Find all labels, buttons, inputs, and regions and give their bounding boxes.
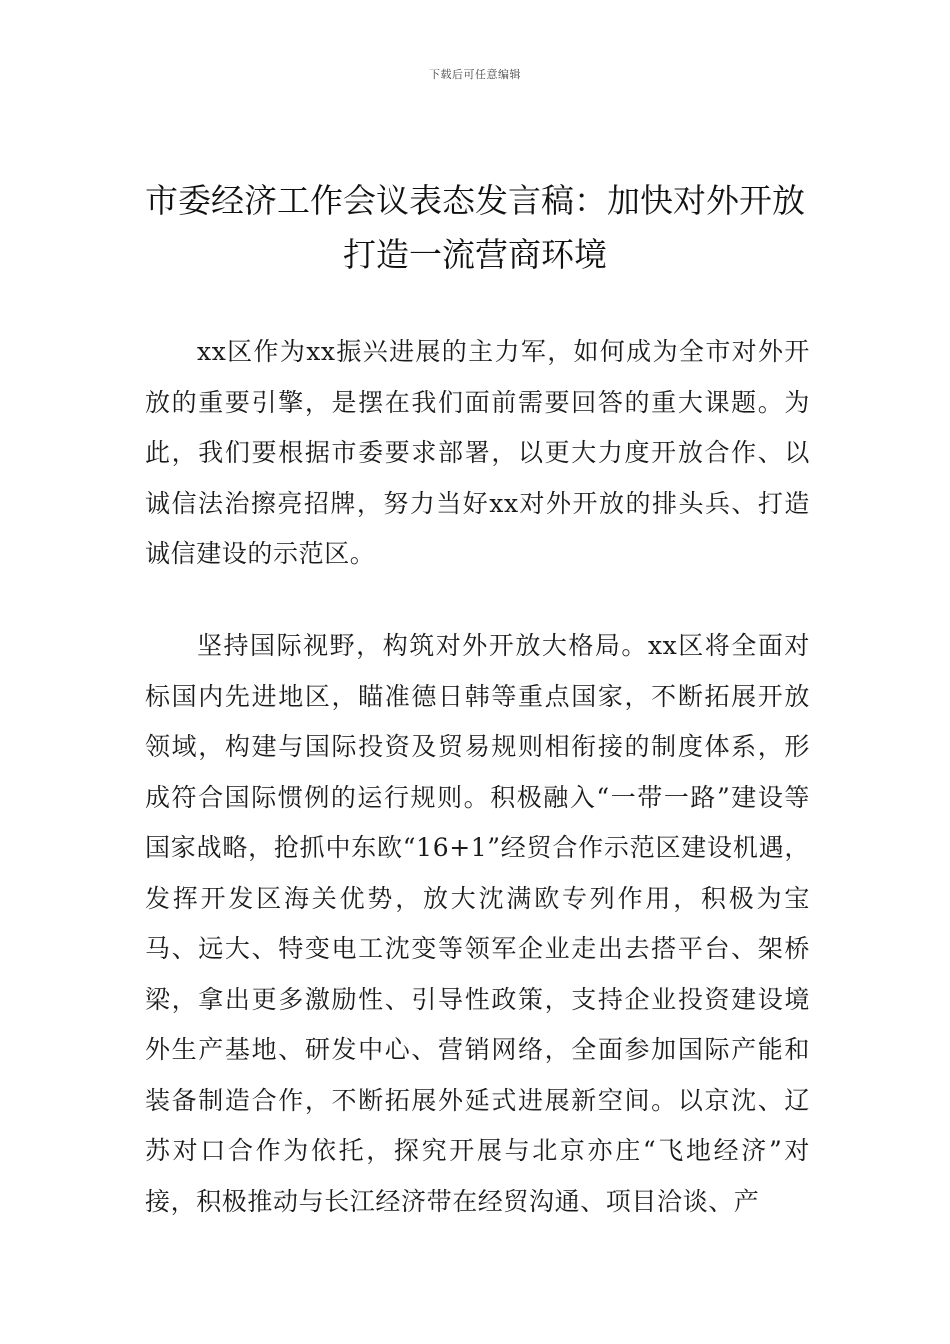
body-paragraph: 坚持国际视野，构筑对外开放大格局。xx区将全面对标国内先进地区，瞄准德日韩等重点国家，不断拓展开放领域，构建与国际投资及贸易规则相衔接的制度体系，形成符合国际惯例的运行规则。积极融入“一带一路”建设等国家战略，抢抓中东欧“16+1”经贸合作示范区建设机遇，发挥开发区海关优势，放大沈满欧专列作用，积极为宝马、远大、特变电工沈变等领军企业走出去搭平台、架桥梁，拿出更多激励性、引导性政策，支持企业投资建设境外生产基地、研发中心、营销网络，全面参加国际产能和装备制造合作，不断拓展外延式进展新空间。以京沈、辽苏对口合作为依托，探究开展与北京亦庄“飞地经济”对接，积极推动与长江经济带在经贸沟通、项目洽谈、产 [145,631,810,1216]
header-note: 下载后可任意编辑 [429,68,521,81]
body-paragraph: xx区作为xx振兴进展的主力军，如何成为全市对外开放的重要引擎，是摆在我们面前需要回答的重大课题。为此，我们要根据市委要求部署，以更大力度开放合作、以诚信法治擦亮招牌，努力当好xx对外开放的排头兵、打造诚信建设的示范区。 [145,337,810,568]
document-title: 市委经济工作会议表态发言稿：加快对外开放打造一流营商环境 [145,181,805,274]
